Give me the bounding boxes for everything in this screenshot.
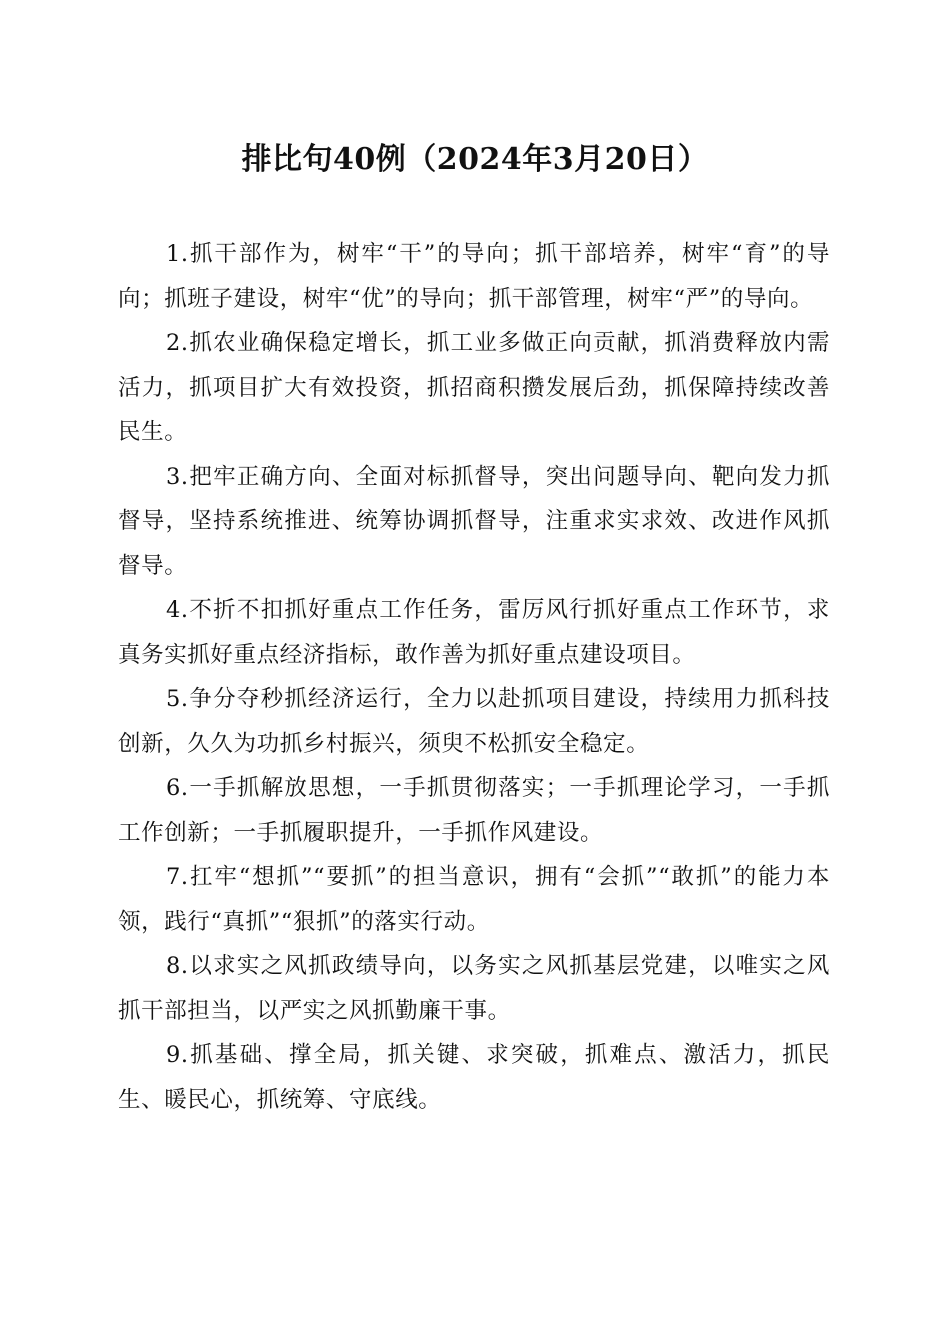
document-body	[118, 232, 830, 1122]
paragraph-9: 9.抓基础、撑全局，抓关键、求突破，抓难点、激活力，抓民生、暖民心，抓统筹、守底线。	[118, 1042, 830, 1113]
paragraph-3: 3.把牢正确方向、全面对标抓督导，突出问题导向、靶向发力抓督导，坚持系统推进、统筹协调抓督导，注重求实求效、改进作风抓督导。	[118, 463, 830, 579]
document-title: 排比句40例（2024年3月20日）	[241, 142, 709, 177]
paragraph-5: 5.争分夺秒抓经济运行，全力以赴抓项目建设，持续用力抓科技创新，久久为功抓乡村振兴，须臾不松抓安全稳定。	[118, 686, 830, 757]
paragraph-7: 7.扛牢“想抓”“要抓”的担当意识，拥有“会抓”“敢抓”的能力本领，践行“真抓”“狠抓”的落实行动。	[118, 864, 830, 935]
paragraph-4: 4.不折不扣抓好重点工作任务，雷厉风行抓好重点工作环节，求真务实抓好重点经济指标，敢作善为抓好重点建设项目。	[118, 597, 830, 668]
paragraph-2: 2.抓农业确保稳定增长，抓工业多做正向贡献，抓消费释放内需活力，抓项目扩大有效投资，抓招商积攒发展后劲，抓保障持续改善民生。	[118, 330, 830, 445]
paragraph-1: 1.抓干部作为，树牢“干”的导向；抓干部培养，树牢“育”的导向；抓班子建设，树牢“优”的导向；抓干部管理，树牢“严”的导向。	[118, 241, 830, 312]
paragraph-6: 6.一手抓解放思想，一手抓贯彻落实；一手抓理论学习，一手抓工作创新；一手抓履职提升，一手抓作风建设。	[118, 775, 830, 846]
paragraph-8: 8.以求实之风抓政绩导向，以务实之风抓基层党建，以唯实之风抓干部担当，以严实之风抓勤廉干事。	[118, 953, 830, 1024]
